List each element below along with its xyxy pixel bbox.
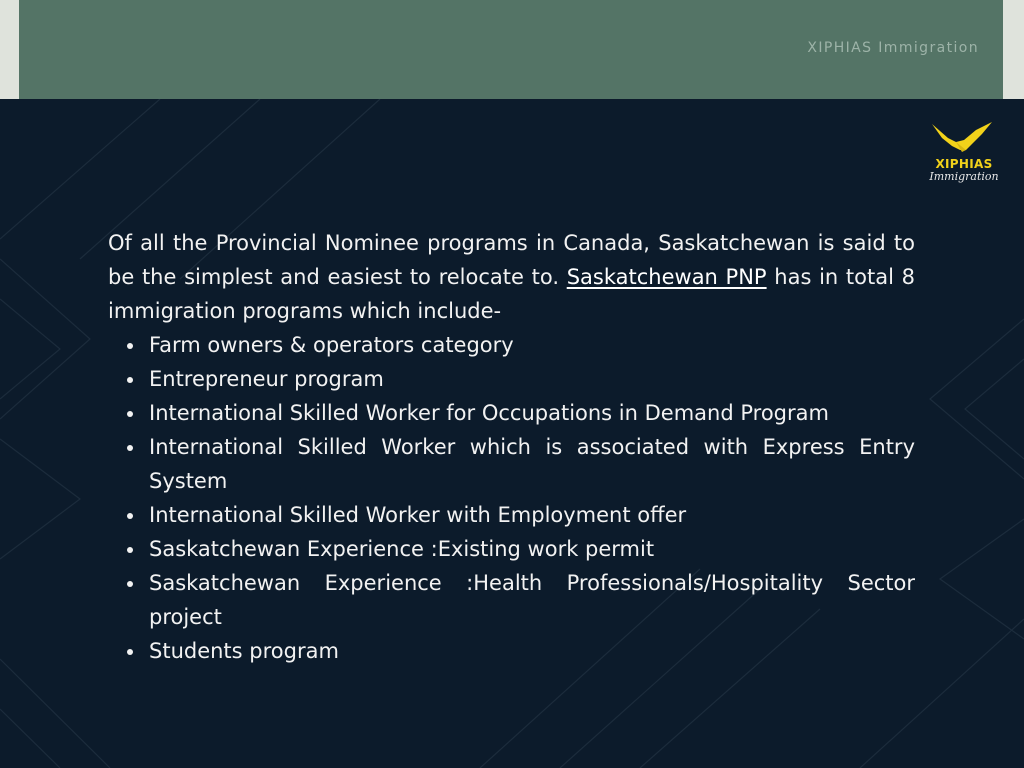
intro-paragraph bbox=[108, 226, 915, 328]
brand-text: XIPHIAS Immigration bbox=[807, 40, 979, 56]
header-band bbox=[19, 0, 1003, 99]
saskatchewan-pnp-link[interactable]: Saskatchewan PNP bbox=[566, 265, 767, 289]
list-item: Farm owners & operators category bbox=[149, 328, 915, 362]
list-item: Entrepreneur program bbox=[149, 362, 915, 396]
list-item: International Skilled Worker with Employment offer bbox=[149, 498, 915, 532]
list-item: Students program bbox=[149, 634, 915, 668]
logo-tagline: Immigration bbox=[929, 170, 999, 183]
program-list bbox=[108, 328, 915, 668]
logo-name: XIPHIAS bbox=[935, 157, 993, 171]
intro-text-end: has in total 8 immigration programs which include- bbox=[108, 265, 915, 323]
list-item: International Skilled Worker which is associated with Express Entry System bbox=[149, 430, 915, 498]
list-item: Saskatchewan Experience :Health Professionals/Hospitality Sector project bbox=[149, 566, 915, 634]
list-item: Saskatchewan Experience :Existing work permit bbox=[149, 532, 915, 566]
intro-text-start: Of all the Provincial Nominee programs in Canada, Saskatchewan is said to be the simplest and easiest to relocate to. bbox=[108, 231, 915, 289]
list-item: International Skilled Worker for Occupations in Demand Program bbox=[149, 396, 915, 430]
content-block bbox=[108, 226, 915, 668]
